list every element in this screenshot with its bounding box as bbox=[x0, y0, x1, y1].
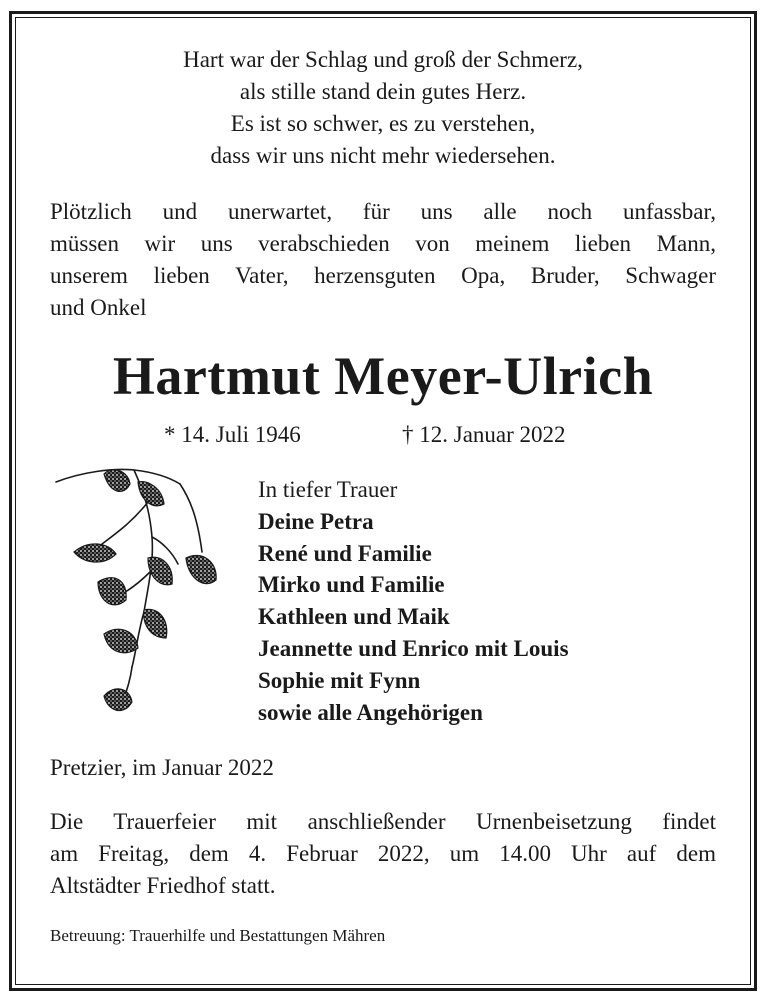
intro-line: müssen wir uns verabschieden von meinem lieben Mann, bbox=[50, 231, 716, 256]
service-line: Altstädter Friedhof statt. bbox=[50, 873, 276, 898]
mourners-list bbox=[258, 474, 569, 728]
intro-line: Plötzlich und unerwartet, für uns alle noch unfassbar, bbox=[50, 199, 716, 224]
deceased-name: Hartmut Meyer-Ulrich bbox=[112, 346, 654, 406]
mourner-name: René und Familie bbox=[258, 540, 432, 566]
verse-line: Hart war der Schlag und groß der Schmerz, bbox=[183, 47, 583, 72]
life-dates bbox=[0, 420, 766, 450]
place-date: Pretzier, im Januar 2022 bbox=[50, 755, 274, 780]
intro-line: und Onkel bbox=[50, 295, 147, 320]
mourner-name: sowie alle Angehörigen bbox=[258, 699, 483, 725]
service-paragraph bbox=[50, 806, 716, 902]
mourner-name: Jeannette und Enrico mit Louis bbox=[258, 635, 569, 661]
death-date: † 12. Januar 2022 bbox=[402, 422, 566, 447]
verse-line: Es ist so schwer, es zu verstehen, bbox=[230, 111, 536, 136]
verse-line: dass wir uns nicht mehr wiedersehen. bbox=[210, 143, 556, 168]
memorial-verse bbox=[0, 44, 766, 172]
mourner-name: Kathleen und Maik bbox=[258, 604, 450, 630]
mourner-name: Sophie mit Fynn bbox=[258, 667, 421, 693]
mourning-lead: In tiefer Trauer bbox=[258, 477, 398, 502]
intro-line: unserem lieben Vater, herzensguten Opa, Bruder, Schwager bbox=[50, 263, 716, 288]
funeral-home-credit: Betreuung: Trauerhilfe und Bestattungen Mähren bbox=[50, 926, 386, 945]
verse-line: als stille stand dein gutes Herz. bbox=[239, 79, 527, 104]
intro-paragraph bbox=[50, 196, 716, 324]
service-line: am Freitag, dem 4. Februar 2022, um 14.00 Uhr auf dem bbox=[50, 841, 716, 866]
mourner-name: Mirko und Familie bbox=[258, 572, 445, 598]
birth-date: * 14. Juli 1946 bbox=[164, 422, 301, 447]
mourner-name: Deine Petra bbox=[258, 508, 374, 534]
birch-branch-icon bbox=[52, 462, 228, 730]
service-line: Die Trauerfeier mit anschließender Urnenbeisetzung findet bbox=[50, 809, 716, 834]
